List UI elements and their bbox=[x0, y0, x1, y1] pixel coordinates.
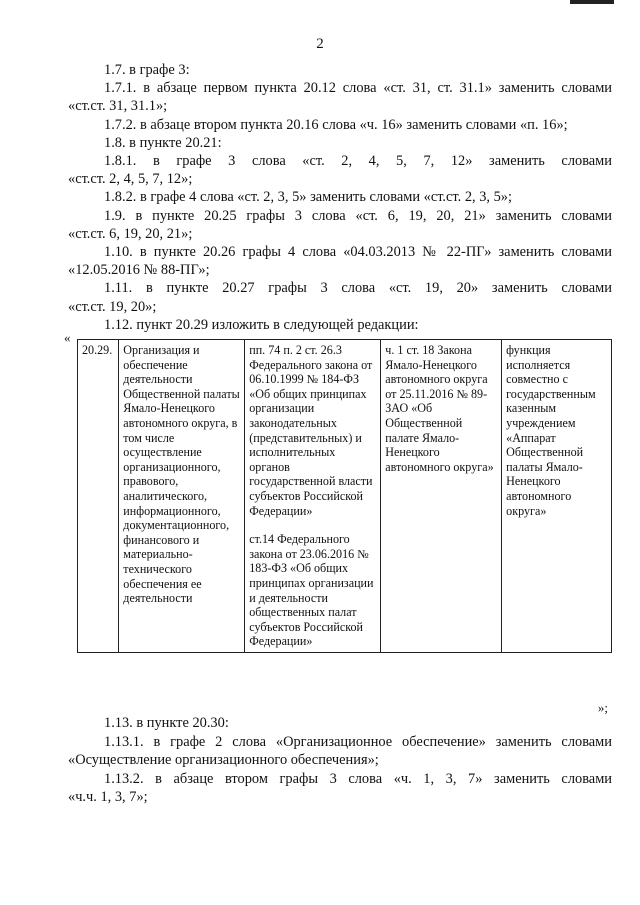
table-row bbox=[78, 340, 612, 653]
text-line: 1.11. в пункте 20.27 графы 3 слова «ст. 19, 20» заменить словами bbox=[104, 280, 612, 297]
amendment-table bbox=[77, 339, 612, 653]
text-line: 1.7.1. в абзаце первом пункта 20.12 слова «ст. 31, ст. 31.1» заменить словами bbox=[104, 80, 612, 97]
text-line: «ст.ст. 2, 4, 5, 7, 12»; bbox=[68, 171, 193, 188]
text-line: 1.7. в графе 3: bbox=[104, 62, 190, 78]
text-line: 1.8. в пункте 20.21: bbox=[104, 134, 222, 151]
cell-item-number: 20.29. bbox=[78, 340, 119, 653]
text-line: 1.7.2. в абзаце втором пункта 20.16 слова «ч. 16» заменить словами «п. 16»; bbox=[104, 116, 568, 133]
page-number: 2 bbox=[316, 36, 324, 52]
text-line: 1.13.2. в абзаце втором графы 3 слова «ч. 1, 3, 7» заменить словами bbox=[104, 770, 612, 787]
text-line: «ст.ст. 31, 31.1»; bbox=[68, 98, 168, 115]
quote-open-mark: « bbox=[64, 330, 71, 345]
text-line: 1.13.1. в графе 2 слова «Организационное обеспечение» заменить словами bbox=[104, 733, 612, 750]
cell-regional-law: ч. 1 ст. 18 Закона Ямало-Ненецкого автономного округа от 25.11.2016 № 89-ЗАО «Об Общественной палате Ямало-Ненецкого автономного округа» bbox=[381, 340, 502, 653]
text-line: 1.13. в пункте 20.30: bbox=[104, 715, 229, 731]
federal-law-ref-1: пп. 74 п. 2 ст. 26.3 Федерального закона от 06.10.1999 № 184-ФЗ «Об общих принципах организации законодательных (представительных) и исполнительных органов государственной власти субъектов Российской Федерации» bbox=[249, 343, 373, 518]
federal-law-ref-2: ст.14 Федерального закона от 23.06.2016 № 183-ФЗ «Об общих принципах организации и деятельности общественных палат субъектов Российской Федерации» bbox=[249, 532, 374, 649]
text-line: 1.12. пункт 20.29 изложить в следующей редакции: bbox=[104, 316, 419, 333]
text-line: «ст.ст. 19, 20»; bbox=[68, 298, 157, 315]
text-line: «12.05.2016 № 88-ПГ»; bbox=[68, 262, 210, 279]
text-line: «ст.ст. 6, 19, 20, 21»; bbox=[68, 225, 193, 242]
corner-scan-mark bbox=[570, 0, 614, 4]
text-line: 1.9. в пункте 20.25 графы 3 слова «ст. 6, 19, 20, 21» заменить словами bbox=[104, 207, 612, 224]
text-line: «Осуществление организационного обеспечения»; bbox=[68, 752, 379, 769]
text-line: 1.8.1. в графе 3 слова «ст. 2, 4, 5, 7, 12» заменить словами bbox=[104, 153, 612, 169]
cell-federal-law bbox=[245, 340, 381, 653]
cell-function-name: Организация и обеспечение деятельности Общественной палаты Ямало-Ненецкого автономного округа, в том числе осуществление организационного, правового, аналитического, информационного, документационного, финансового и материально-технического обеспечения ее деятельности bbox=[119, 340, 245, 653]
cell-notes: функция исполняется совместно с государственным казенным учреждением «Аппарат Общественной палаты Ямало-Ненецкого автономного округа» bbox=[502, 340, 612, 653]
quote-close-mark: »; bbox=[597, 700, 608, 715]
text-line: 1.10. в пункте 20.26 графы 4 слова «04.03.2013 № 22-ПГ» заменить словами bbox=[104, 244, 612, 260]
text-line: «ч.ч. 1, 3, 7»; bbox=[68, 789, 148, 806]
text-line: 1.8.2. в графе 4 слова «ст. 2, 3, 5» заменить словами «ст.ст. 2, 3, 5»; bbox=[104, 189, 512, 206]
